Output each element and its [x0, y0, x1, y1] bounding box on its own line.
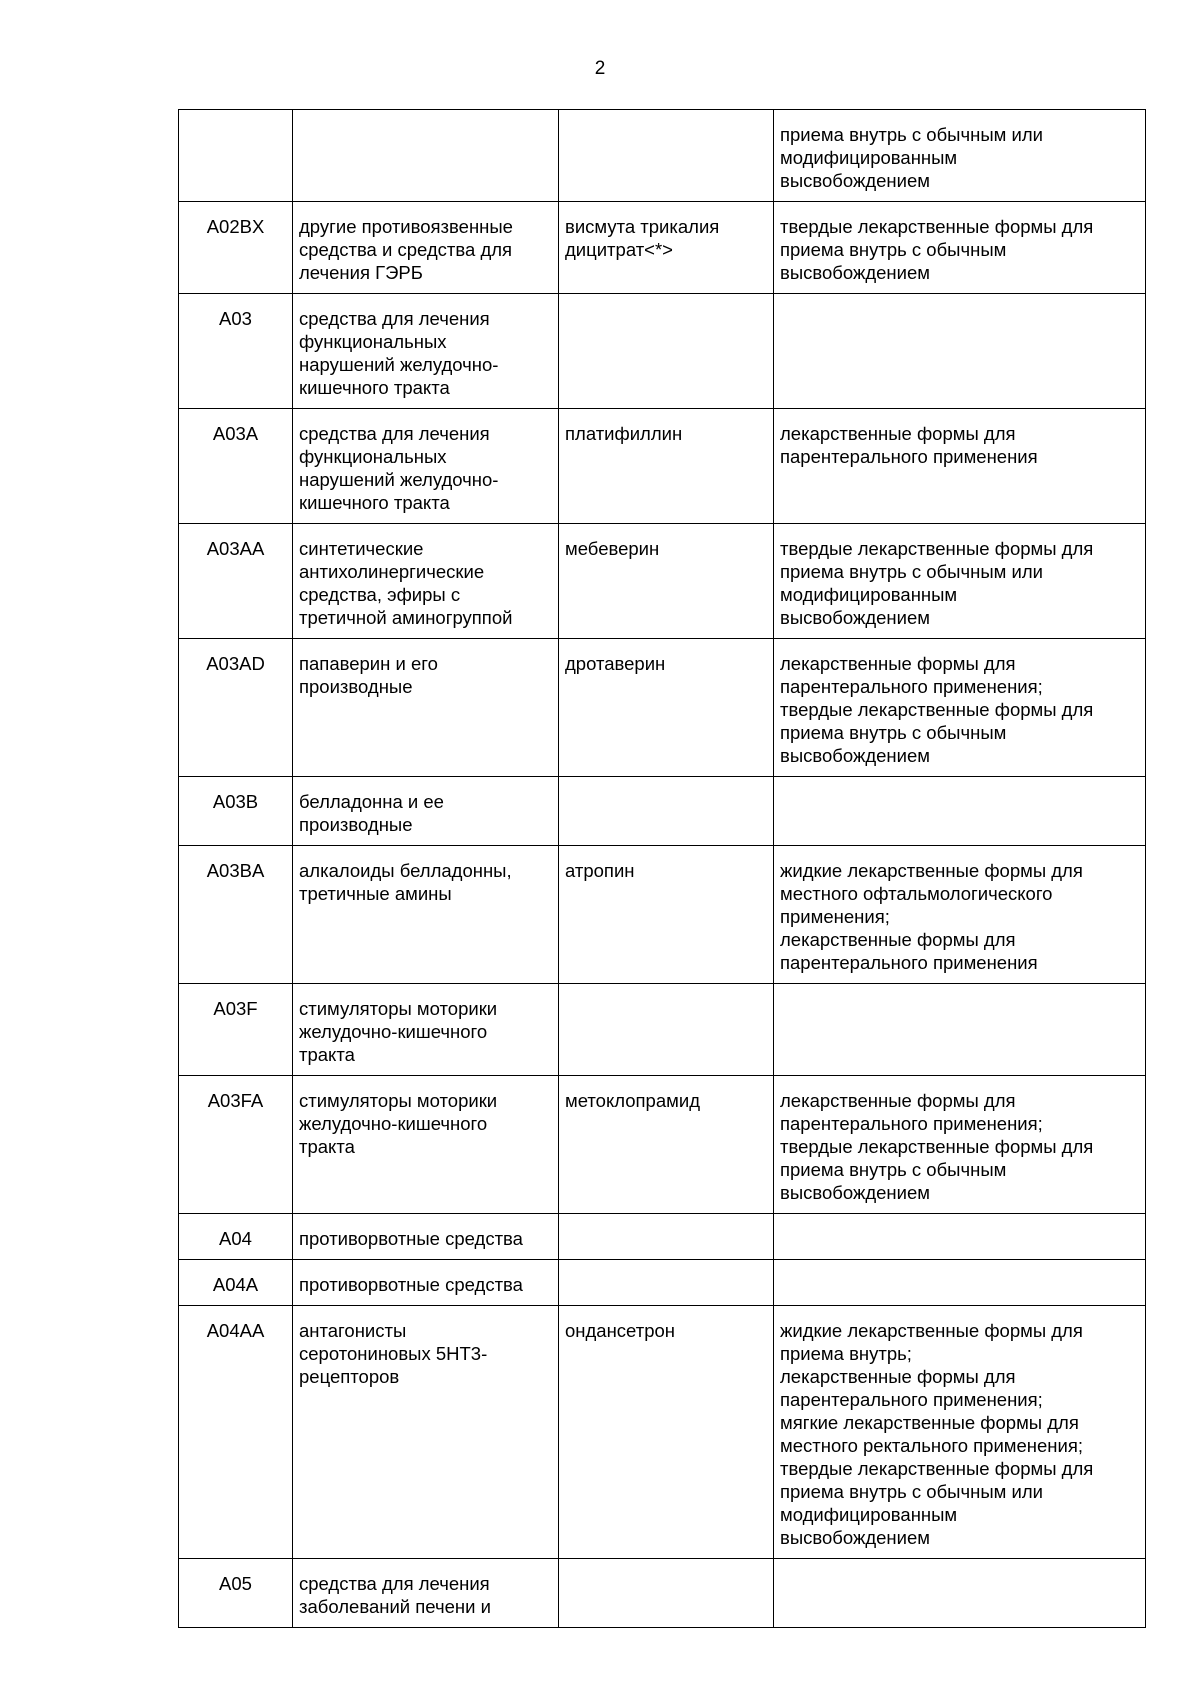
cell-text-line: жидкие лекарственные формы для: [780, 860, 1083, 881]
cell-text-line: приема внутрь с обычным: [780, 1159, 1007, 1180]
drug-name-cell: [559, 639, 774, 777]
cell-text-line: лекарственные формы для: [780, 653, 1016, 674]
cell-text-line: высвобождением: [780, 1527, 930, 1548]
dosage-form-cell: [774, 1214, 1146, 1260]
cell-text-line: дицитрат<*>: [565, 239, 673, 260]
dosage-form-cell: [774, 1260, 1146, 1306]
anatomical-group-cell: [293, 777, 559, 846]
cell-text-line: ондансетрон: [565, 1320, 675, 1341]
cell-text-line: приема внутрь;: [780, 1343, 912, 1364]
anatomical-group-cell: [293, 110, 559, 202]
cell-text-line: лекарственные формы для: [780, 423, 1016, 444]
dosage-form-cell: [774, 984, 1146, 1076]
cell-text-line: средства, эфиры с: [299, 584, 461, 605]
cell-text-line: средства для лечения: [299, 308, 490, 329]
table-row: [179, 524, 1146, 639]
cell-text-line: высвобождением: [780, 607, 930, 628]
cell-text-line: твердые лекарственные формы для: [780, 538, 1094, 559]
drug-name-cell: [559, 1559, 774, 1628]
dosage-form-cell: [774, 294, 1146, 409]
atc-code-cell: A03AA: [179, 524, 293, 639]
atc-code-cell: A04AA: [179, 1306, 293, 1559]
cell-text-line: местного ректального применения;: [780, 1435, 1084, 1456]
anatomical-group-cell: [293, 846, 559, 984]
drug-name-cell: [559, 110, 774, 202]
cell-text-line: функциональных: [299, 446, 447, 467]
cell-text-line: лекарственные формы для: [780, 1366, 1016, 1387]
anatomical-group-cell: [293, 409, 559, 524]
cell-text-line: мягкие лекарственные формы для: [780, 1412, 1079, 1433]
page-number: 2: [594, 58, 606, 79]
cell-text-line: высвобождением: [780, 170, 930, 191]
atc-code-cell: A02BX: [179, 202, 293, 294]
cell-text-line: приема внутрь с обычным: [780, 239, 1007, 260]
atc-code-cell: A03BA: [179, 846, 293, 984]
table-body: [179, 110, 1146, 1628]
cell-text-line: местного офтальмологического: [780, 883, 1053, 904]
cell-text-line: высвобождением: [780, 262, 930, 283]
table-row: [179, 639, 1146, 777]
table-row: [179, 294, 1146, 409]
cell-text-line: третичные амины: [299, 883, 452, 904]
cell-text-line: синтетические: [299, 538, 424, 559]
cell-text-line: лекарственные формы для: [780, 1090, 1016, 1111]
cell-text-line: папаверин и его: [299, 653, 438, 674]
cell-text-line: тракта: [299, 1136, 355, 1157]
cell-text-line: висмута трикалия: [565, 216, 720, 237]
cell-text-line: третичной аминогруппой: [299, 607, 513, 628]
cell-text-line: приема внутрь с обычным или: [780, 124, 1043, 145]
cell-text-line: производные: [299, 814, 413, 835]
cell-text-line: нарушений желудочно-: [299, 469, 499, 490]
drug-name-cell: [559, 409, 774, 524]
cell-text-line: рецепторов: [299, 1366, 400, 1387]
cell-text-line: другие противоязвенные: [299, 216, 513, 237]
cell-text-line: антагонисты: [299, 1320, 407, 1341]
atc-code-cell: A03AD: [179, 639, 293, 777]
dosage-form-cell: [774, 409, 1146, 524]
dosage-form-cell: [774, 1306, 1146, 1559]
atc-code-cell: [179, 110, 293, 202]
drug-name-cell: [559, 984, 774, 1076]
cell-text-line: функциональных: [299, 331, 447, 352]
cell-text-line: метоклопрамид: [565, 1090, 700, 1111]
table-row: [179, 409, 1146, 524]
cell-text-line: производные: [299, 676, 413, 697]
cell-text-line: противорвотные средства: [299, 1274, 523, 1295]
drug-name-cell: [559, 1260, 774, 1306]
drug-name-cell: [559, 1076, 774, 1214]
cell-text-line: применения;: [780, 906, 890, 927]
table-row: [179, 1076, 1146, 1214]
anatomical-group-cell: [293, 294, 559, 409]
cell-text-line: платифиллин: [565, 423, 683, 444]
drug-name-cell: [559, 294, 774, 409]
cell-text-line: средства для лечения: [299, 1573, 490, 1594]
cell-text-line: жидкие лекарственные формы для: [780, 1320, 1083, 1341]
cell-text-line: кишечного тракта: [299, 377, 450, 398]
cell-text-line: антихолинергические: [299, 561, 485, 582]
cell-text-line: стимуляторы моторики: [299, 1090, 498, 1111]
atc-code-cell: A03A: [179, 409, 293, 524]
dosage-form-cell: [774, 639, 1146, 777]
cell-text-line: приема внутрь с обычным или: [780, 561, 1043, 582]
anatomical-group-cell: [293, 202, 559, 294]
drug-name-cell: [559, 846, 774, 984]
cell-text-line: модифицированным: [780, 1504, 958, 1525]
dosage-form-cell: [774, 110, 1146, 202]
cell-text-line: стимуляторы моторики: [299, 998, 498, 1019]
table-row: [179, 1260, 1146, 1306]
cell-text-line: серотониновых 5HT3-: [299, 1343, 488, 1364]
table-row: [179, 846, 1146, 984]
table-row: [179, 1214, 1146, 1260]
drug-name-cell: [559, 1214, 774, 1260]
cell-text-line: парентерального применения;: [780, 1113, 1043, 1134]
anatomical-group-cell: [293, 639, 559, 777]
cell-text-line: лечения ГЭРБ: [299, 262, 423, 283]
dosage-form-cell: [774, 1076, 1146, 1214]
cell-text-line: белладонна и ее: [299, 791, 444, 812]
cell-text-line: атропин: [565, 860, 635, 881]
table-row: [179, 777, 1146, 846]
cell-text-line: высвобождением: [780, 1182, 930, 1203]
dosage-form-cell: [774, 777, 1146, 846]
dosage-form-cell: [774, 846, 1146, 984]
anatomical-group-cell: [293, 1076, 559, 1214]
drug-name-cell: [559, 1306, 774, 1559]
anatomical-group-cell: [293, 984, 559, 1076]
table-row: [179, 984, 1146, 1076]
cell-text-line: твердые лекарственные формы для: [780, 216, 1094, 237]
cell-text-line: кишечного тракта: [299, 492, 450, 513]
cell-text-line: алкалоиды белладонны,: [299, 860, 512, 881]
atc-code-cell: A03: [179, 294, 293, 409]
atc-code-cell: A04A: [179, 1260, 293, 1306]
cell-text-line: парентерального применения;: [780, 1389, 1043, 1410]
cell-text-line: средства для лечения: [299, 423, 490, 444]
cell-text-line: высвобождением: [780, 745, 930, 766]
cell-text-line: приема внутрь с обычным или: [780, 1481, 1043, 1502]
cell-text-line: приема внутрь с обычным: [780, 722, 1007, 743]
table-row: [179, 1559, 1146, 1628]
cell-text-line: твердые лекарственные формы для: [780, 699, 1094, 720]
drug-name-cell: [559, 202, 774, 294]
anatomical-group-cell: [293, 1559, 559, 1628]
anatomical-group-cell: [293, 1306, 559, 1559]
dosage-form-cell: [774, 202, 1146, 294]
cell-text-line: средства и средства для: [299, 239, 513, 260]
cell-text-line: противорвотные средства: [299, 1228, 523, 1249]
cell-text-line: нарушений желудочно-: [299, 354, 499, 375]
drug-name-cell: [559, 524, 774, 639]
cell-text-line: модифицированным: [780, 584, 958, 605]
cell-text-line: дротаверин: [565, 653, 666, 674]
cell-text-line: заболеваний печени и: [299, 1596, 491, 1617]
cell-text-line: желудочно-кишечного: [299, 1021, 488, 1042]
drug-list-table: [178, 109, 1146, 1628]
table-row: [179, 202, 1146, 294]
cell-text-line: модифицированным: [780, 147, 958, 168]
table-row: [179, 1306, 1146, 1559]
cell-text-line: мебеверин: [565, 538, 660, 559]
cell-text-line: парентерального применения: [780, 952, 1038, 973]
atc-code-cell: A03F: [179, 984, 293, 1076]
cell-text-line: твердые лекарственные формы для: [780, 1136, 1094, 1157]
cell-text-line: твердые лекарственные формы для: [780, 1458, 1094, 1479]
atc-code-cell: A04: [179, 1214, 293, 1260]
dosage-form-cell: [774, 524, 1146, 639]
anatomical-group-cell: [293, 1214, 559, 1260]
dosage-form-cell: [774, 1559, 1146, 1628]
atc-code-cell: A03B: [179, 777, 293, 846]
drug-name-cell: [559, 777, 774, 846]
cell-text-line: желудочно-кишечного: [299, 1113, 488, 1134]
table-row: [179, 110, 1146, 202]
cell-text-line: тракта: [299, 1044, 355, 1065]
atc-code-cell: A05: [179, 1559, 293, 1628]
atc-code-cell: A03FA: [179, 1076, 293, 1214]
anatomical-group-cell: [293, 524, 559, 639]
cell-text-line: парентерального применения: [780, 446, 1038, 467]
cell-text-line: лекарственные формы для: [780, 929, 1016, 950]
cell-text-line: парентерального применения;: [780, 676, 1043, 697]
anatomical-group-cell: [293, 1260, 559, 1306]
